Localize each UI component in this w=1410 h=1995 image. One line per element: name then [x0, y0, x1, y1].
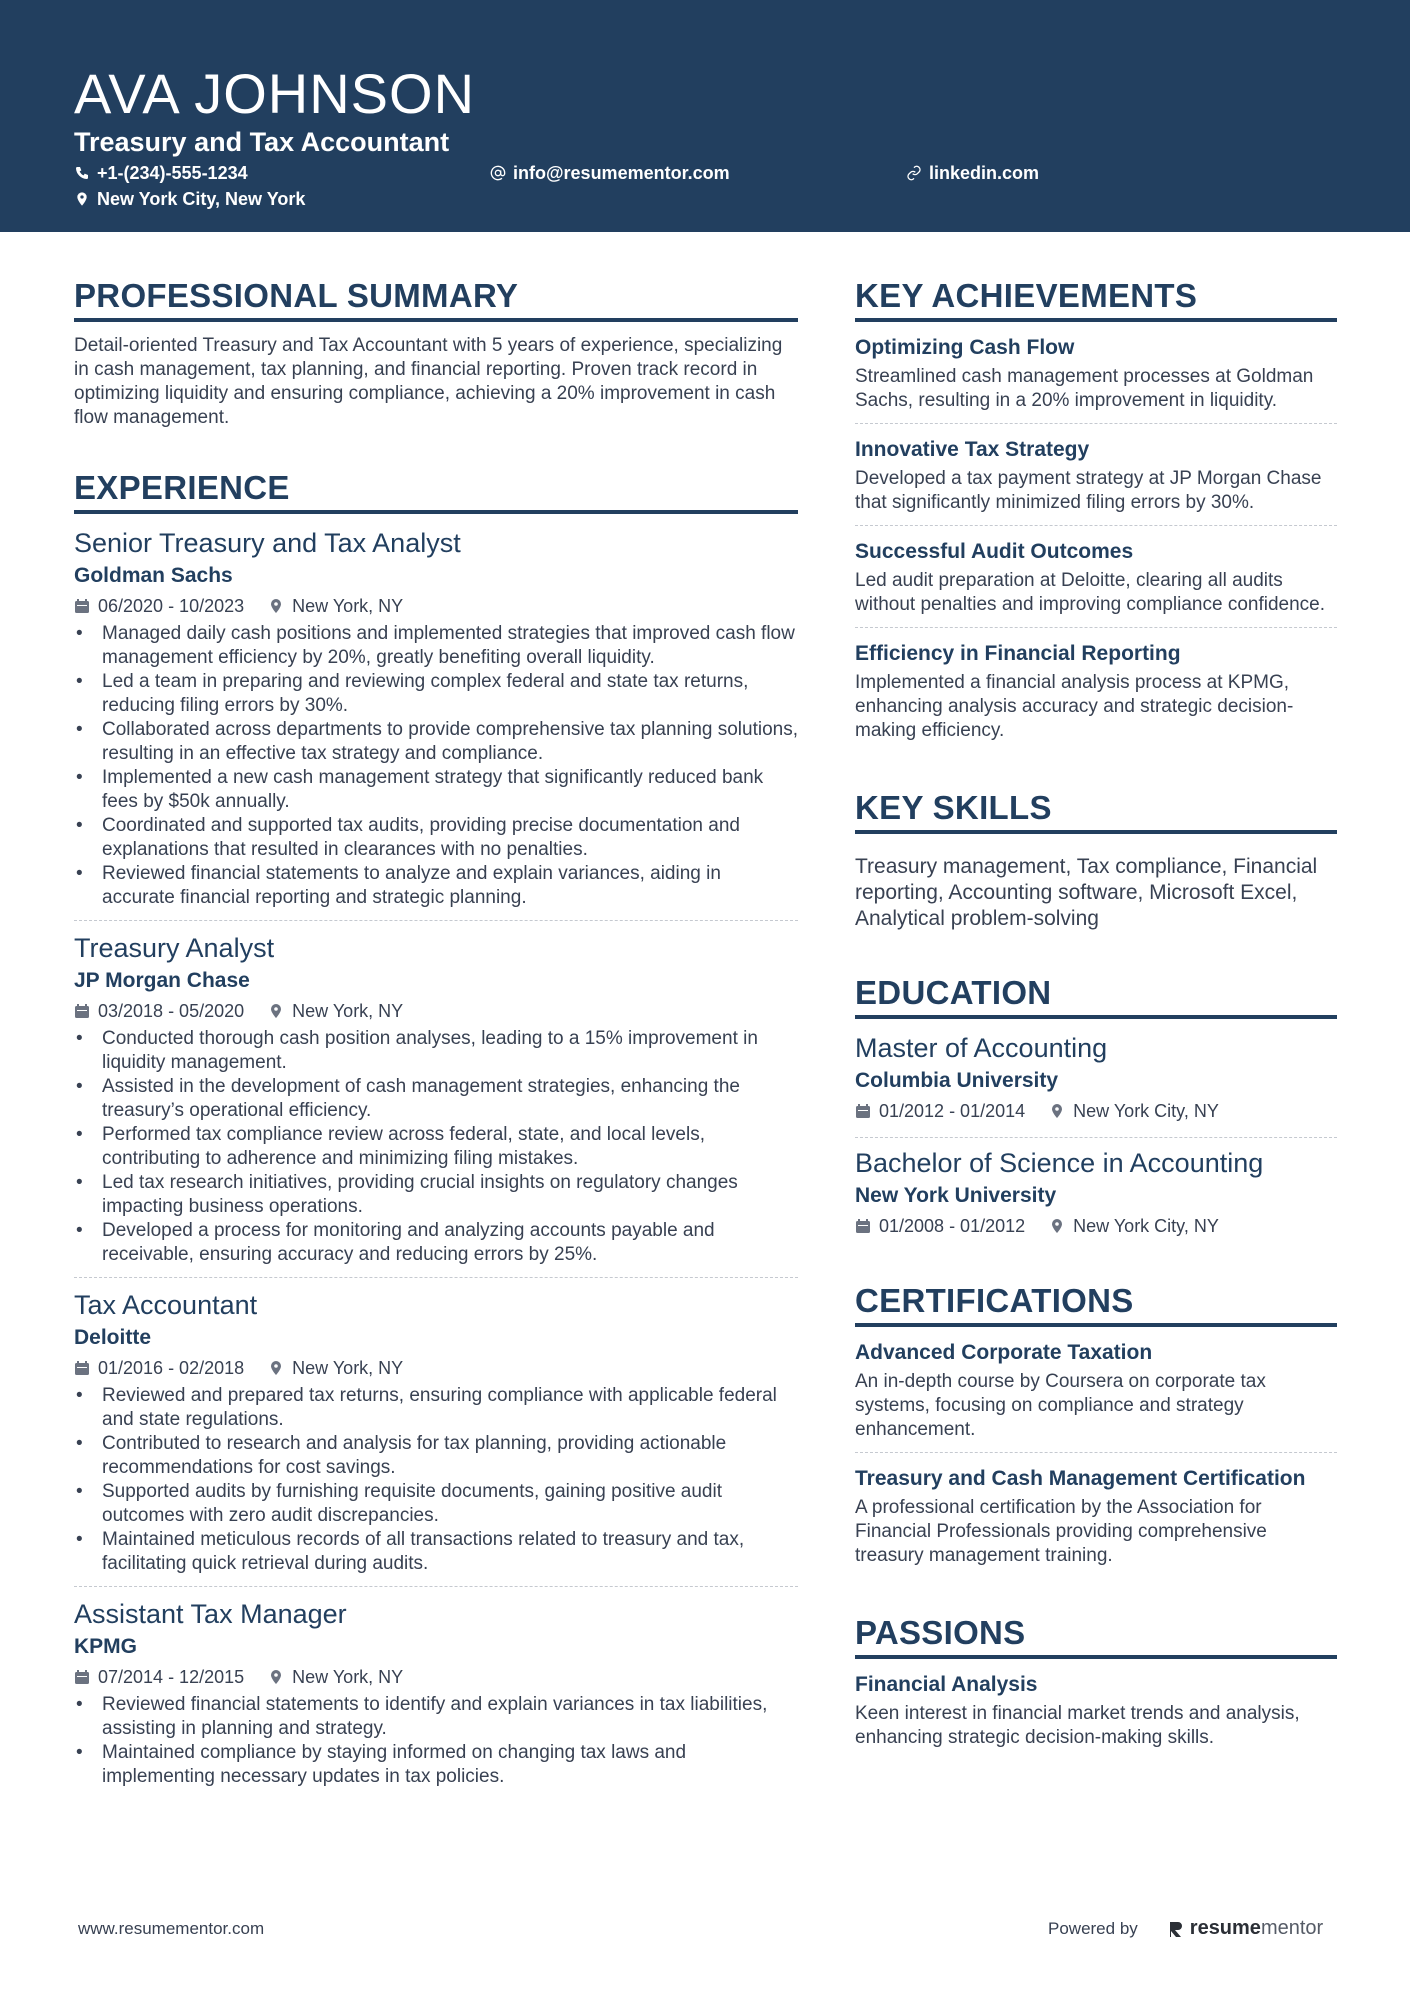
- education-dates: 01/2012 - 01/2014: [879, 1101, 1026, 1121]
- achievement-title: Efficiency in Financial Reporting: [855, 642, 1181, 665]
- job-bullet: • Developed a process for monitoring and analyzing accounts payable and receivable, ensuring accuracy and reducing errors by 25%.: [74, 1219, 798, 1267]
- brand-logo[interactable]: [1168, 1917, 1323, 1940]
- job-dates: 03/2018 - 05/2020: [98, 1001, 245, 1021]
- candidate-title: Treasury and Tax Accountant: [74, 127, 450, 157]
- contact-linkedin[interactable]: [906, 161, 1039, 185]
- education-heading: EDUCATION: [855, 972, 1337, 1019]
- job-bullet: • Reviewed and prepared tax returns, ensuring compliance with applicable federal and state regulations.: [74, 1384, 798, 1432]
- certification-item: [855, 1339, 1337, 1453]
- job-bullet: • Collaborated across departments to provide comprehensive tax planning solutions, resulting in an effective tax strategy and compliance.: [74, 718, 798, 766]
- certification-text: An in-depth course by Coursera on corporate tax systems, focusing on compliance and strategy enhancement.: [855, 1371, 1266, 1440]
- calendar-icon: [74, 1003, 90, 1019]
- location-pin-icon: [268, 1669, 284, 1685]
- job-bullet: • Assisted in the development of cash management strategies, enhancing the treasury’s operational efficiency.: [74, 1075, 798, 1123]
- job-bullet: • Managed daily cash positions and implemented strategies that improved cash flow management efficiency by 20%, greatly benefiting overall liquidity.: [74, 622, 798, 670]
- summary-section: [74, 275, 798, 430]
- left-column: [74, 275, 798, 1809]
- contact-phone[interactable]: [74, 161, 248, 185]
- achievements-heading: KEY ACHIEVEMENTS: [855, 275, 1337, 322]
- passion-title: Financial Analysis: [855, 1673, 1038, 1696]
- achievement-title: Successful Audit Outcomes: [855, 540, 1134, 563]
- achievement-text: Implemented a financial analysis process at KPMG, enhancing analysis accuracy and strategic decision-making efficiency.: [855, 672, 1294, 741]
- job-bullets: [74, 622, 798, 910]
- education-dates: 01/2008 - 01/2012: [879, 1216, 1026, 1236]
- job-entry: [74, 1288, 798, 1587]
- job-bullet: • Reviewed financial statements to identify and explain variances in tax liabilities, assisting in planning and strategy.: [74, 1693, 798, 1741]
- location-pin-icon: [268, 598, 284, 614]
- right-column: [855, 275, 1337, 1760]
- achievement-text: Streamlined cash management processes at Goldman Sachs, resulting in a 20% improvement in liquidity.: [855, 366, 1314, 411]
- job-location-wrap: [268, 1356, 403, 1380]
- job-bullet: • Led a team in preparing and reviewing complex federal and state tax returns, reducing filing errors by 30%.: [74, 670, 798, 718]
- resume-header: [0, 0, 1410, 232]
- summary-heading: PROFESSIONAL SUMMARY: [74, 275, 798, 322]
- achievement-item: [855, 640, 1337, 753]
- job-location: New York, NY: [292, 1667, 404, 1687]
- school-name: New York University: [855, 1184, 1057, 1207]
- job-bullet: • Conducted thorough cash position analyses, leading to a 15% improvement in liquidity management.: [74, 1027, 798, 1075]
- location-pin-icon: [1049, 1218, 1065, 1234]
- passion-text: Keen interest in financial market trends and analysis, enhancing strategic decision-making skills.: [855, 1703, 1300, 1748]
- job-dates: 06/2020 - 10/2023: [98, 596, 245, 616]
- passions-heading: PASSIONS: [855, 1612, 1337, 1659]
- job-dates: 07/2014 - 12/2015: [98, 1667, 245, 1687]
- job-bullet: • Supported audits by furnishing requisite documents, gaining positive audit outcomes with zero audit discrepancies.: [74, 1480, 798, 1528]
- job-bullet: • Reviewed financial statements to analyze and explain variances, aiding in accurate financial reporting and strategic planning.: [74, 862, 798, 910]
- footer-website[interactable]: www.resumementor.com: [78, 1919, 265, 1938]
- calendar-icon: [74, 598, 90, 614]
- job-title: Tax Accountant: [74, 1290, 258, 1320]
- email-text: info@resumementor.com: [513, 163, 730, 183]
- calendar-icon: [74, 1360, 90, 1376]
- powered-by-label: Powered by: [1048, 1918, 1138, 1938]
- certification-item: [855, 1465, 1337, 1578]
- job-title: Senior Treasury and Tax Analyst: [74, 528, 461, 558]
- education-location: New York City, NY: [1073, 1216, 1219, 1236]
- job-title: Assistant Tax Manager: [74, 1599, 347, 1629]
- contact-email[interactable]: [490, 161, 730, 185]
- job-meta: [74, 594, 798, 618]
- job-entry: [74, 1597, 798, 1799]
- education-section: [855, 972, 1337, 1252]
- education-meta: [855, 1099, 1337, 1123]
- achievement-item: [855, 334, 1337, 424]
- link-icon: [906, 165, 922, 181]
- certification-title: Treasury and Cash Management Certification: [855, 1467, 1306, 1490]
- education-meta: [855, 1214, 1337, 1238]
- education-location: New York City, NY: [1073, 1101, 1219, 1121]
- company-name: Deloitte: [74, 1326, 152, 1349]
- skills-text: Treasury management, Tax compliance, Financial reporting, Accounting software, Microsoft Excel, Analytical problem-solving: [855, 855, 1318, 930]
- job-location: New York, NY: [292, 596, 404, 616]
- job-location-wrap: [268, 1665, 403, 1689]
- at-icon: [490, 165, 506, 181]
- achievement-text: Led audit preparation at Deloitte, clearing all audits without penalties and improving compliance confidence.: [855, 570, 1325, 615]
- job-bullet: • Coordinated and supported tax audits, providing precise documentation and explanations that resulted in clearances with no penalties.: [74, 814, 798, 862]
- education-location-wrap: [1049, 1099, 1219, 1123]
- job-bullet: • Maintained compliance by staying informed on changing tax laws and implementing necessary updates in tax policies.: [74, 1741, 798, 1789]
- certification-title: Advanced Corporate Taxation: [855, 1341, 1153, 1364]
- calendar-icon: [74, 1669, 90, 1685]
- location-text: New York City, New York: [97, 189, 306, 209]
- job-entry: [74, 526, 798, 921]
- footer-powered: [1048, 1917, 1323, 1940]
- company-name: KPMG: [74, 1635, 137, 1658]
- job-bullet: • Led tax research initiatives, providing crucial insights on regulatory changes impacting business operations.: [74, 1171, 798, 1219]
- company-name: JP Morgan Chase: [74, 969, 250, 992]
- linkedin-text: linkedin.com: [929, 163, 1040, 183]
- education-item: [855, 1031, 1337, 1138]
- job-location: New York, NY: [292, 1001, 404, 1021]
- job-bullets: [74, 1693, 798, 1789]
- phone-text: +1-(234)-555-1234: [97, 163, 248, 183]
- job-location-wrap: [268, 594, 403, 618]
- job-entry: [74, 931, 798, 1278]
- skills-section: [855, 787, 1337, 932]
- job-bullet: • Maintained meticulous records of all transactions related to treasury and tax, facilitating quick retrieval during audits.: [74, 1528, 798, 1576]
- calendar-icon: [855, 1218, 871, 1234]
- candidate-name: AVA JOHNSON: [74, 62, 476, 125]
- calendar-icon: [855, 1103, 871, 1119]
- achievement-item: [855, 538, 1337, 628]
- job-meta: [74, 999, 798, 1023]
- passions-section: [855, 1612, 1337, 1760]
- location-pin-icon: [1049, 1103, 1065, 1119]
- job-meta: [74, 1356, 798, 1380]
- job-bullet: • Performed tax compliance review across federal, state, and local levels, contributing to adherence and minimizing filing mistakes.: [74, 1123, 798, 1171]
- phone-icon: [74, 165, 90, 181]
- job-bullets: [74, 1384, 798, 1576]
- achievement-title: Optimizing Cash Flow: [855, 336, 1075, 359]
- experience-section: [74, 467, 798, 1799]
- contact-location: [74, 187, 305, 211]
- passion-item: [855, 1671, 1337, 1760]
- job-location-wrap: [268, 999, 403, 1023]
- achievement-text: Developed a tax payment strategy at JP Morgan Chase that significantly minimized filing errors by 30%.: [855, 468, 1322, 513]
- brand-bold: resume: [1189, 1917, 1261, 1939]
- certifications-section: [855, 1280, 1337, 1578]
- company-name: Goldman Sachs: [74, 564, 233, 587]
- education-location-wrap: [1049, 1214, 1219, 1238]
- experience-heading: EXPERIENCE: [74, 467, 798, 514]
- job-meta: [74, 1665, 798, 1689]
- job-bullet: • Implemented a new cash management strategy that significantly reduced bank fees by $50k annually.: [74, 766, 798, 814]
- skills-heading: KEY SKILLS: [855, 787, 1337, 834]
- degree-title: Bachelor of Science in Accounting: [855, 1148, 1264, 1178]
- school-name: Columbia University: [855, 1069, 1059, 1092]
- achievement-item: [855, 436, 1337, 526]
- job-bullets: [74, 1027, 798, 1267]
- achievement-title: Innovative Tax Strategy: [855, 438, 1090, 461]
- job-location: New York, NY: [292, 1358, 404, 1378]
- job-title: Treasury Analyst: [74, 933, 275, 963]
- certification-text: A professional certification by the Association for Financial Professionals providing comprehensive treasury management training.: [855, 1497, 1267, 1566]
- summary-text: Detail-oriented Treasury and Tax Accountant with 5 years of experience, specializing in cash management, tax planning, and financial reporting. Proven track record in optimizing liquidity and ensuring compliance, achieving a 20% improvement in cash flow management.: [74, 335, 783, 428]
- brand-light: mentor: [1260, 1917, 1324, 1939]
- location-pin-icon: [74, 191, 90, 207]
- job-bullet: • Contributed to research and analysis for tax planning, providing actionable recommendations for cost savings.: [74, 1432, 798, 1480]
- location-pin-icon: [268, 1003, 284, 1019]
- certifications-heading: CERTIFICATIONS: [855, 1280, 1337, 1327]
- education-item: [855, 1146, 1337, 1252]
- job-dates: 01/2016 - 02/2018: [98, 1358, 245, 1378]
- brand-logo-icon: [1168, 1920, 1184, 1938]
- achievements-section: [855, 275, 1337, 753]
- location-pin-icon: [268, 1360, 284, 1376]
- degree-title: Master of Accounting: [855, 1033, 1108, 1063]
